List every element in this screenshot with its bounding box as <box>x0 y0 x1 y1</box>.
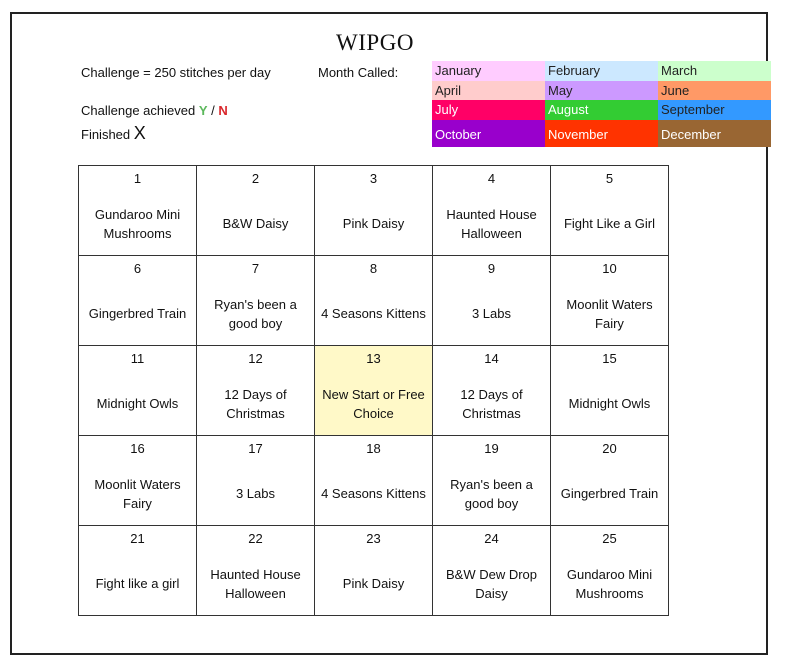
challenge-achieved-legend <box>81 103 228 118</box>
achieved-no: N <box>218 103 228 118</box>
cell-number: 19 <box>484 441 499 456</box>
grid-cell <box>315 436 433 526</box>
cell-project-name: Gundaroo Mini Mushrooms <box>566 566 653 601</box>
cell-project-name: 4 Seasons Kittens <box>321 486 426 501</box>
grid-cell <box>315 256 433 346</box>
grid-cell <box>79 166 197 256</box>
cell-project-name: B&W Daisy <box>222 216 289 231</box>
cell-number: 10 <box>602 261 617 276</box>
month-may: May <box>545 81 658 101</box>
cell-number: 3 <box>369 171 378 186</box>
achieved-yes: Y <box>198 103 208 118</box>
grid-cell <box>315 166 433 256</box>
cell-project-name: 12 Days of Christmas <box>224 386 287 421</box>
grid-cell <box>433 256 551 346</box>
month-row <box>432 81 771 101</box>
cell-project-name: B&W Dew Drop Daisy <box>445 566 538 601</box>
grid-cell <box>79 256 197 346</box>
grid-cell <box>315 346 433 436</box>
cell-project-name: Haunted House Halloween <box>210 566 301 601</box>
cell-number: 20 <box>602 441 617 456</box>
cell-number: 6 <box>133 261 142 276</box>
cell-project-name: Fight Like a Girl <box>563 216 656 231</box>
grid-row <box>79 166 669 256</box>
cell-number: 13 <box>366 351 381 366</box>
grid-cell <box>197 526 315 616</box>
grid-cell <box>551 436 669 526</box>
finished-legend <box>81 123 146 144</box>
cell-number: 1 <box>133 171 142 186</box>
cell-number: 2 <box>251 171 260 186</box>
grid-cell <box>551 166 669 256</box>
grid-cell <box>197 346 315 436</box>
grid-cell <box>433 166 551 256</box>
cell-number: 24 <box>484 531 499 546</box>
month-july: July <box>432 100 545 120</box>
cell-number: 16 <box>130 441 145 456</box>
grid-cell <box>197 166 315 256</box>
grid-cell <box>79 346 197 436</box>
month-row <box>432 120 771 147</box>
month-march: March <box>658 61 771 81</box>
cell-number: 23 <box>366 531 381 546</box>
grid-cell <box>551 526 669 616</box>
cell-project-name: 3 Labs <box>235 486 276 501</box>
month-september: September <box>658 100 771 120</box>
finished-mark: X <box>133 123 146 143</box>
cell-number: 4 <box>487 171 496 186</box>
cell-project-name: Midnight Owls <box>568 396 651 411</box>
cell-project-name: Midnight Owls <box>96 396 179 411</box>
cell-number: 14 <box>484 351 499 366</box>
cell-project-name: Haunted House Halloween <box>446 206 537 241</box>
page-title: WIPGO <box>336 30 414 55</box>
grid-cell <box>433 526 551 616</box>
cell-project-name: Gundaroo Mini Mushrooms <box>94 206 181 241</box>
month-january: January <box>432 61 545 81</box>
cell-project-name: Ryan's been a good boy <box>450 476 533 511</box>
wipgo-grid <box>78 165 669 616</box>
cell-project-name: Pink Daisy <box>342 216 405 231</box>
cell-number: 9 <box>487 261 496 276</box>
cell-project-name: New Start or Free Choice <box>322 386 425 421</box>
grid-cell <box>197 436 315 526</box>
month-august: August <box>545 100 658 120</box>
grid-cell <box>315 526 433 616</box>
cell-project-name: Gingerbred Train <box>88 306 187 321</box>
grid-cell <box>197 256 315 346</box>
grid-cell <box>551 346 669 436</box>
grid-row <box>79 436 669 526</box>
month-row <box>432 100 771 120</box>
month-called-label: Month Called: <box>318 65 399 80</box>
achieved-separator: / <box>211 103 215 118</box>
cell-number: 25 <box>602 531 617 546</box>
cell-project-name: 12 Days of Christmas <box>460 386 523 421</box>
cell-project-name: Moonlit Waters Fairy <box>94 476 181 511</box>
grid-row <box>79 526 669 616</box>
grid-row <box>79 346 669 436</box>
cell-number: 18 <box>366 441 381 456</box>
cell-number: 15 <box>602 351 617 366</box>
grid-cell <box>79 526 197 616</box>
month-november: November <box>545 120 658 147</box>
month-color-legend <box>432 61 771 147</box>
grid-cell <box>433 346 551 436</box>
cell-number: 5 <box>605 171 614 186</box>
cell-number: 22 <box>248 531 263 546</box>
month-october: October <box>432 120 545 147</box>
achieved-label: Challenge achieved <box>81 103 196 118</box>
cell-project-name: Pink Daisy <box>342 576 405 591</box>
cell-project-name: Ryan's been a good boy <box>214 296 297 331</box>
grid-row <box>79 256 669 346</box>
cell-number: 12 <box>248 351 263 366</box>
grid-cell <box>433 436 551 526</box>
grid-cell <box>79 436 197 526</box>
cell-number: 7 <box>251 261 260 276</box>
challenge-text: Challenge = 250 stitches per day <box>81 65 271 80</box>
grid-cell <box>551 256 669 346</box>
cell-project-name: 4 Seasons Kittens <box>321 306 426 321</box>
finished-label: Finished <box>81 127 131 142</box>
cell-project-name: 3 Labs <box>471 306 512 321</box>
month-december: December <box>658 120 771 147</box>
month-row <box>432 61 771 81</box>
month-june: June <box>658 81 771 101</box>
cell-number: 11 <box>130 351 145 366</box>
cell-project-name: Gingerbred Train <box>560 486 659 501</box>
month-april: April <box>432 81 545 101</box>
cell-project-name: Moonlit Waters Fairy <box>566 296 653 331</box>
cell-number: 17 <box>248 441 263 456</box>
cell-project-name: Fight like a girl <box>95 576 180 591</box>
month-february: February <box>545 61 658 81</box>
cell-number: 21 <box>130 531 145 546</box>
cell-number: 8 <box>369 261 378 276</box>
